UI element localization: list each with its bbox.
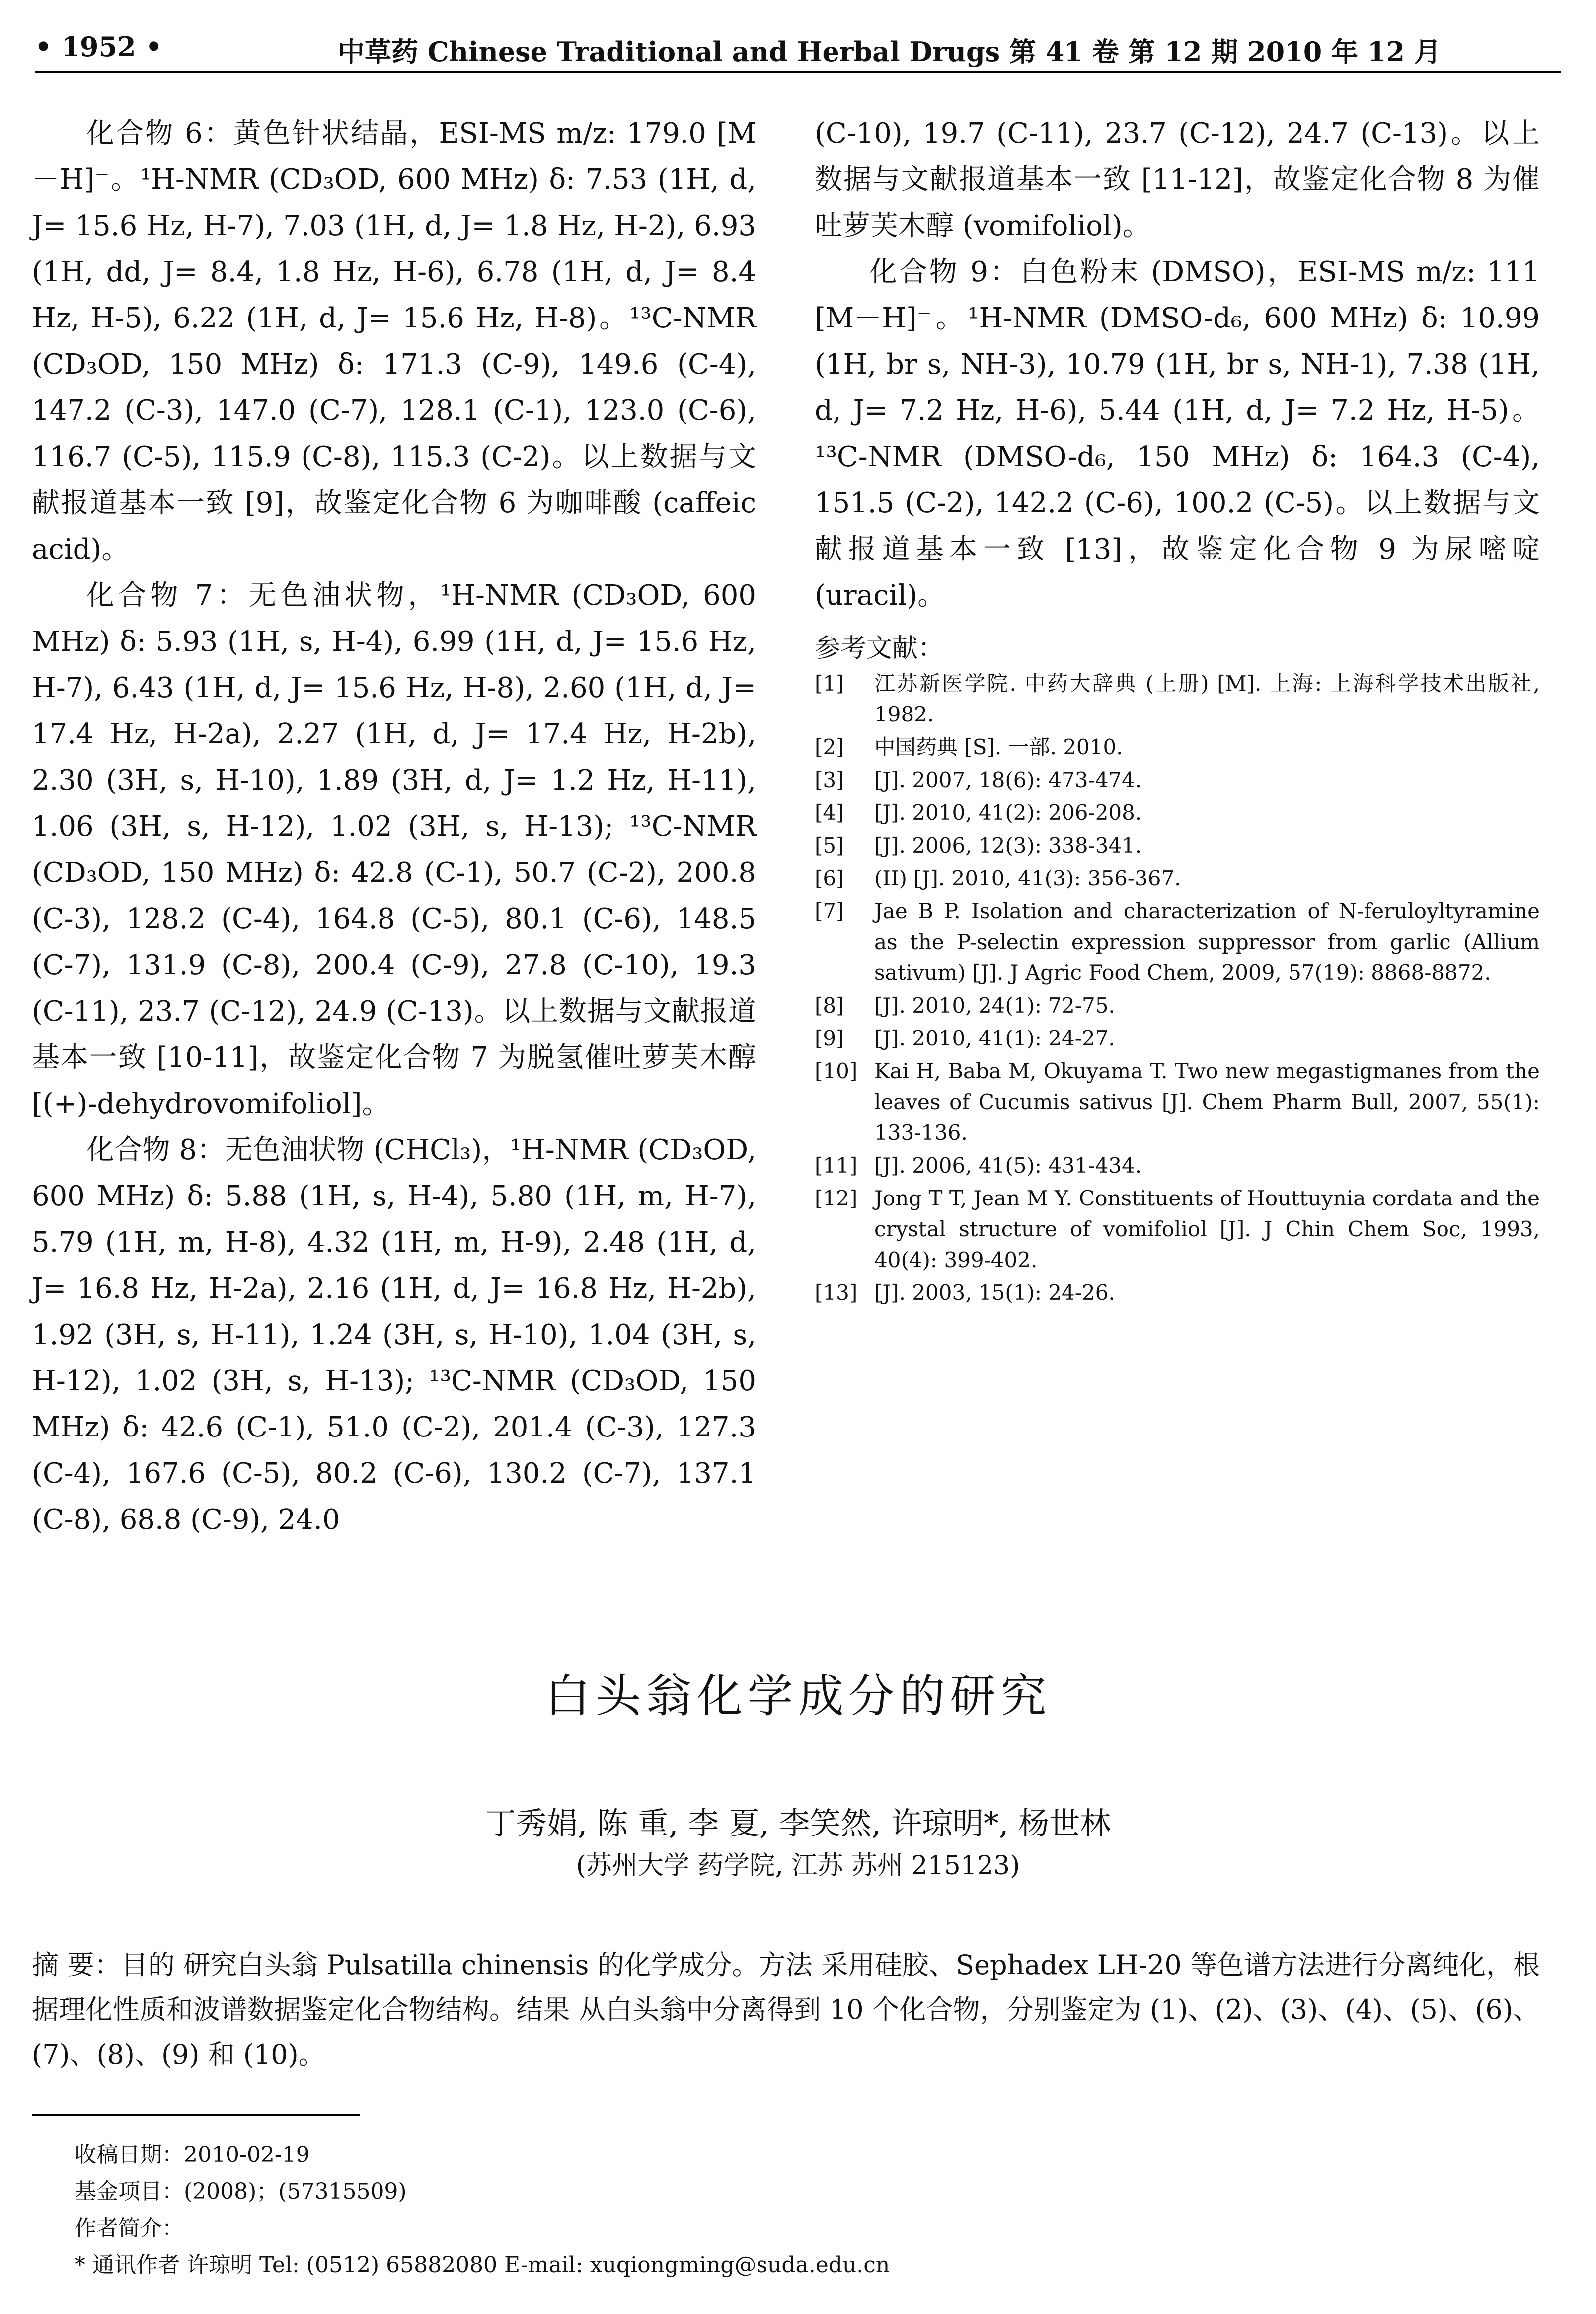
reference-item (815, 1150, 1540, 1181)
funding-note: 基金项目：(2008)；(57315509) (75, 2179, 407, 2204)
reference-text: [J]. 2006, 12(3): 338-341. (874, 833, 1142, 858)
reference-text: [J]. 2007, 18(6): 473-474. (874, 768, 1142, 792)
reference-item (815, 896, 1540, 988)
reference-text: Jae B P. Isolation and characterization of N-feruloyltyramine as the P-selectin expression suppressor from garlic (Allium sativum) [J]. J Agric Food Chem, 2009, 57(19): 8868-8872. (874, 899, 1540, 985)
page-number: • 1952 • (35, 31, 162, 63)
article-affiliation: (苏州大学 药学院, 江苏 苏州 215123) (576, 1851, 1020, 1881)
abstract-text: 摘 要：目的 研究白头翁 Pulsatilla chinensis 的化学成分。方法 采用硅胶、Sephadex LH-20 等色谱方法进行分离纯化，根据理化性质和波谱数据鉴定化合物结构。结果 从白头翁中分离得到 10 个化合物，分别鉴定为 (1)、(2)、(3)、(4)、(5)、(6)、(7)、(8)、(9) 和 (10)。 (32, 1949, 1540, 2070)
compound-9-paragraph: 化合物 9：白色粉末 (DMSO)，ESI-MS m/z: 111 [M－H]⁻。¹H-NMR (DMSO-d₆, 600 MHz) δ: 10.99 (1H, br s, NH-3), 10.79 (1H, br s, NH-1), 7.38 (1H, d, J= 7.2 Hz, H-6), 5.44 (1H, d, J= 7.2 Hz, H-5)。¹³C-NMR (DMSO-d₆, 150 MHz) δ: 164.3 (C-4), 151.5 (C-2), 142.2 (C-6), 100.2 (C-5)。以上数据与文献报道基本一致 [13]，故鉴定化合物 9 为尿嘧啶 (uracil)。 (815, 256, 1540, 612)
compound-7-paragraph: 化合物 7：无色油状物，¹H-NMR (CD₃OD, 600 MHz) δ: 5.93 (1H, s, H-4), 6.99 (1H, d, J= 15.6 Hz, H-7), 6.43 (1H, d, J= 15.6 Hz, H-8), 2.60 (1H, d, J= 17.4 Hz, H-2a), 2.27 (1H, d, J= 17.4 Hz, H-2b), 2.30 (3H, s, H-10), 1.89 (3H, d, J= 1.2 Hz, H-11), 1.06 (3H, s, H-12), 1.02 (3H, s, H-13); ¹³C-NMR (CD₃OD, 150 MHz) δ: 42.8 (C-1), 50.7 (C-2), 200.8 (C-3), 128.2 (C-4), 164.8 (C-5), 80.1 (C-6), 148.5 (C-7), 131.9 (C-8), 200.4 (C-9), 27.8 (C-10), 19.3 (C-11), 23.7 (C-12), 24.9 (C-13)。以上数据与文献报道基本一致 [10-11]，故鉴定化合物 7 为脱氢催吐萝芙木醇 [(+)-dehydrovomifoliol]。 (32, 579, 756, 1120)
reference-item (815, 990, 1540, 1021)
reference-number: [7] (815, 899, 844, 923)
reference-number: [8] (815, 993, 844, 1018)
reference-number: [1] (815, 671, 844, 696)
reference-text: Jong T T, Jean M Y. Constituents of Houttuynia cordata and the crystal structure of vomifoliol [J]. J Chin Chem Soc, 1993, 40(4): 399-402. (874, 1186, 1540, 1272)
received-date: 收稿日期：2010-02-19 (75, 2142, 310, 2167)
reference-text: 江苏新医学院. 中药大辞典 (上册) [M]. 上海: 上海科学技术出版社, 1982. (874, 671, 1540, 726)
article-abstract (32, 1943, 1540, 2077)
reference-item (815, 765, 1540, 796)
reference-text: [J]. 2010, 41(2): 206-208. (874, 800, 1142, 825)
reference-item (815, 1183, 1540, 1276)
reference-number: [13] (815, 1280, 858, 1305)
left-column (32, 110, 756, 1543)
footnote-rule (32, 2114, 360, 2116)
reference-number: [9] (815, 1026, 844, 1050)
reference-item (815, 1023, 1540, 1054)
reference-item (815, 1056, 1540, 1148)
reference-number: [5] (815, 833, 844, 858)
footnotes (75, 2137, 1515, 2284)
article-title: 白头翁化学成分的研究 (544, 1670, 1052, 1723)
references (815, 629, 1540, 1308)
article-authors: 丁秀娟, 陈 重, 李 夏, 李笑然, 许琼明*, 杨世林 (485, 1805, 1111, 1841)
reference-text: (II) [J]. 2010, 41(3): 356-367. (874, 866, 1181, 890)
reference-text: [J]. 2003, 15(1): 24-26. (874, 1280, 1115, 1305)
reference-item (815, 798, 1540, 828)
compound-6-paragraph: 化合物 6：黄色针状结晶，ESI-MS m/z: 179.0 [M－H]⁻。¹H-NMR (CD₃OD, 600 MHz) δ: 7.53 (1H, d, J= 15.6 Hz, H-7), 7.03 (1H, d, J= 1.8 Hz, H-2), 6.93 (1H, dd, J= 8.4, 1.8 Hz, H-6), 6.78 (1H, d, J= 8.4 Hz, H-5), 6.22 (1H, d, J= 15.6 Hz, H-8)。¹³C-NMR (CD₃OD, 150 MHz) δ: 171.3 (C-9), 149.6 (C-4), 147.2 (C-3), 147.0 (C-7), 128.1 (C-1), 123.0 (C-6), 116.7 (C-5), 115.9 (C-8), 115.3 (C-2)。以上数据与文献报道基本一致 [9]，故鉴定化合物 6 为咖啡酸 (caffeic acid)。 (32, 117, 756, 565)
reference-text: 中国药典 [S]. 一部. 2010. (874, 735, 1123, 759)
reference-number: [11] (815, 1153, 858, 1178)
reference-text: [J]. 2010, 24(1): 72-75. (874, 993, 1115, 1018)
page-header (35, 31, 1561, 76)
journal-title: 中草药 Chinese Traditional and Herbal Drugs 第 41 卷 第 12 期 2010 年 12 月 (338, 36, 1441, 68)
compound-8-continued: (C-10), 19.7 (C-11), 23.7 (C-12), 24.7 (C-13)。以上数据与文献报道基本一致 [11-12]，故鉴定化合物 8 为催吐萝芙木醇 (vomifoliol)。 (815, 117, 1540, 242)
reference-text: Kai H, Baba M, Okuyama T. Two new megastigmanes from the leaves of Cucumis sativus [J]. Chem Pharm Bull, 2007, 55(1): 133-136. (874, 1059, 1540, 1145)
reference-number: [2] (815, 735, 844, 759)
reference-number: [6] (815, 866, 844, 890)
corresponding-author: * 通讯作者 许琼明 Tel: (0512) 65882080 E-mail: xuqiongming@suda.edu.cn (75, 2252, 890, 2278)
reference-number: [10] (815, 1059, 858, 1083)
reference-item (815, 830, 1540, 861)
reference-text: [J]. 2006, 41(5): 431-434. (874, 1153, 1142, 1178)
reference-text: [J]. 2010, 41(1): 24-27. (874, 1026, 1115, 1050)
reference-number: [3] (815, 768, 844, 792)
reference-number: [12] (815, 1186, 858, 1210)
references-title: 参考文献： (815, 634, 944, 663)
reference-item (815, 863, 1540, 894)
compound-8-paragraph: 化合物 8：无色油状物 (CHCl₃)，¹H-NMR (CD₃OD, 600 MHz) δ: 5.88 (1H, s, H-4), 5.80 (1H, m, H-7), 5.79 (1H, m, H-8), 4.32 (1H, m, H-9), 2.48 (1H, d, J= 16.8 Hz, H-2a), 2.16 (1H, d, J= 16.8 Hz, H-2b), 1.92 (3H, s, H-11), 1.24 (3H, s, H-10), 1.04 (3H, s, H-12), 1.02 (3H, s, H-13); ¹³C-NMR (CD₃OD, 150 MHz) δ: 42.6 (C-1), 51.0 (C-2), 201.4 (C-3), 127.3 (C-4), 167.6 (C-5), 80.2 (C-6), 130.2 (C-7), 137.1 (C-8), 68.8 (C-9), 24.0 (32, 1134, 756, 1536)
reference-number: [4] (815, 800, 844, 825)
header-rule (35, 71, 1561, 73)
reference-item (815, 668, 1540, 730)
right-column (815, 110, 1540, 1310)
reference-item (815, 1277, 1540, 1308)
reference-item (815, 732, 1540, 763)
author-bio: 作者简介： (75, 2216, 184, 2241)
